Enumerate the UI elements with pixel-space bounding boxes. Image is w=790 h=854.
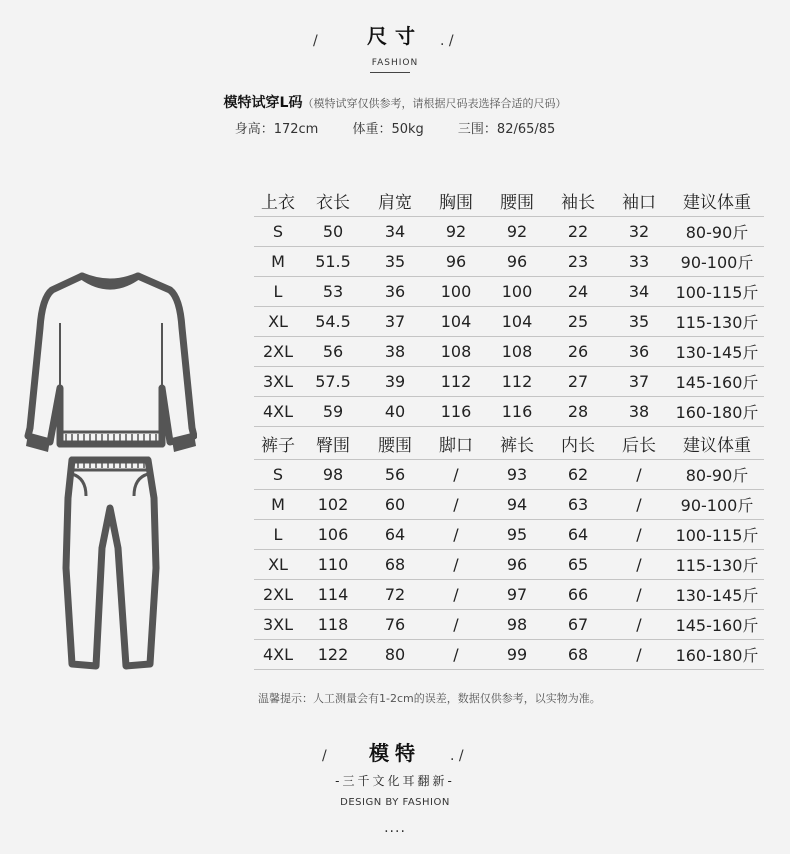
table-cell: XL: [254, 550, 302, 580]
header-slash-left: /: [313, 33, 318, 49]
table-header-cell: 上衣: [254, 184, 302, 217]
table-header-cell: 肩宽: [364, 184, 426, 217]
table-cell: /: [608, 490, 670, 520]
table-cell: 115-130斤: [670, 550, 764, 580]
table-cell: 96: [486, 247, 548, 277]
table-cell: 130-145斤: [670, 580, 764, 610]
table-cell: /: [608, 580, 670, 610]
table-cell: /: [608, 610, 670, 640]
table-cell: 25: [548, 307, 608, 337]
table-cell: L: [254, 277, 302, 307]
model-measurements: 三围：82/65/85: [457, 122, 556, 137]
table-cell: /: [608, 640, 670, 670]
header-subtitle: FASHION: [371, 58, 419, 68]
table-cell: 145-160斤: [670, 367, 764, 397]
table-cell: 65: [548, 550, 608, 580]
table-cell: S: [254, 460, 302, 490]
table-cell: 76: [364, 610, 426, 640]
table-cell: 100: [426, 277, 486, 307]
table-cell: M: [254, 490, 302, 520]
table-cell: 35: [608, 307, 670, 337]
size-table: [254, 184, 764, 670]
table-cell: 51.5: [302, 247, 364, 277]
table-cell: 3XL: [254, 610, 302, 640]
header-slash-right: . /: [440, 33, 454, 49]
table-cell: /: [608, 550, 670, 580]
table-row: [254, 307, 764, 337]
table-cell: /: [426, 490, 486, 520]
table-cell: 66: [548, 580, 608, 610]
footer-english: DESIGN BY FASHION: [340, 797, 450, 808]
table-cell: 54.5: [302, 307, 364, 337]
table-cell: 2XL: [254, 337, 302, 367]
model-size-label: 模特试穿L码: [223, 95, 303, 111]
table-header-cell: 腰围: [486, 184, 548, 217]
table-cell: 34: [608, 277, 670, 307]
table-cell: /: [426, 550, 486, 580]
table-header-cell: 臀围: [302, 427, 364, 460]
table-cell: 68: [548, 640, 608, 670]
table-cell: 112: [486, 367, 548, 397]
header-underline: [370, 72, 410, 73]
table-cell: 63: [548, 490, 608, 520]
table-cell: 4XL: [254, 397, 302, 427]
table-cell: 98: [486, 610, 548, 640]
table-cell: 57.5: [302, 367, 364, 397]
footer-dots: ....: [384, 820, 406, 836]
table-cell: 160-180斤: [670, 640, 764, 670]
table-cell: XL: [254, 307, 302, 337]
table-cell: 100: [486, 277, 548, 307]
table-cell: 34: [364, 217, 426, 247]
table-cell: S: [254, 217, 302, 247]
model-weight: 体重：50kg: [352, 122, 424, 137]
table-row: [254, 460, 764, 490]
table-cell: 145-160斤: [670, 610, 764, 640]
table-cell: 80-90斤: [670, 217, 764, 247]
footer-title: 模特: [369, 741, 421, 765]
table-cell: 90-100斤: [670, 490, 764, 520]
table-cell: 36: [364, 277, 426, 307]
table-cell: 99: [486, 640, 548, 670]
table-cell: 38: [608, 397, 670, 427]
table-cell: 160-180斤: [670, 397, 764, 427]
table-header-cell: 后长: [608, 427, 670, 460]
table-cell: 97: [486, 580, 548, 610]
model-stats: [0, 118, 790, 137]
table-cell: 92: [486, 217, 548, 247]
footer-slash-right: . /: [450, 748, 464, 764]
table-header-cell: 内长: [548, 427, 608, 460]
table-cell: 37: [608, 367, 670, 397]
table-cell: 39: [364, 367, 426, 397]
table-row: [254, 367, 764, 397]
table-cell: 98: [302, 460, 364, 490]
table-cell: 106: [302, 520, 364, 550]
table-cell: 100-115斤: [670, 520, 764, 550]
table-cell: 112: [426, 367, 486, 397]
footer-slash-left: /: [322, 748, 327, 764]
table-cell: 95: [486, 520, 548, 550]
table-cell: 23: [548, 247, 608, 277]
page-title: 尺寸: [367, 24, 423, 48]
table-cell: 92: [426, 217, 486, 247]
table-cell: 22: [548, 217, 608, 247]
table-cell: 96: [426, 247, 486, 277]
table-cell: 80: [364, 640, 426, 670]
table-cell: 35: [364, 247, 426, 277]
table-header-cell: 腰围: [364, 427, 426, 460]
table-header-cell: 建议体重: [670, 184, 764, 217]
table-row: [254, 490, 764, 520]
table-cell: 104: [486, 307, 548, 337]
table-cell: 27: [548, 367, 608, 397]
table-cell: 53: [302, 277, 364, 307]
table-row: [254, 277, 764, 307]
table-header-cell: 衣长: [302, 184, 364, 217]
table-cell: 122: [302, 640, 364, 670]
table-cell: /: [608, 460, 670, 490]
table-cell: 108: [486, 337, 548, 367]
table-header-cell: 胸围: [426, 184, 486, 217]
table-cell: L: [254, 520, 302, 550]
table-row: [254, 580, 764, 610]
table-cell: 100-115斤: [670, 277, 764, 307]
table-row: [254, 610, 764, 640]
table-row: [254, 397, 764, 427]
table-cell: /: [426, 580, 486, 610]
table-cell: 40: [364, 397, 426, 427]
table-cell: 115-130斤: [670, 307, 764, 337]
table-cell: 90-100斤: [670, 247, 764, 277]
table-cell: 116: [426, 397, 486, 427]
model-info: [0, 92, 790, 112]
table-cell: 56: [364, 460, 426, 490]
table-cell: 37: [364, 307, 426, 337]
table-cell: 102: [302, 490, 364, 520]
table-cell: 110: [302, 550, 364, 580]
table-header-cell: 建议体重: [670, 427, 764, 460]
table-cell: 72: [364, 580, 426, 610]
footer-subtitle: -三千文化耳翻新-: [335, 774, 455, 788]
table-cell: 80-90斤: [670, 460, 764, 490]
table-cell: 116: [486, 397, 548, 427]
table-header-cell: 裤子: [254, 427, 302, 460]
sweatsuit-outline-icon: [22, 268, 197, 673]
table-cell: 2XL: [254, 580, 302, 610]
table-cell: 60: [364, 490, 426, 520]
table-cell: 130-145斤: [670, 337, 764, 367]
model-height: 身高：172cm: [234, 122, 319, 137]
table-cell: 62: [548, 460, 608, 490]
table-cell: 64: [548, 520, 608, 550]
table-cell: 26: [548, 337, 608, 367]
table-cell: 36: [608, 337, 670, 367]
table-cell: 94: [486, 490, 548, 520]
table-cell: 38: [364, 337, 426, 367]
table-cell: 59: [302, 397, 364, 427]
table-cell: 96: [486, 550, 548, 580]
table-cell: 104: [426, 307, 486, 337]
table-row: [254, 217, 764, 247]
table-cell: 68: [364, 550, 426, 580]
table-header-cell: 袖口: [608, 184, 670, 217]
table-cell: /: [608, 520, 670, 550]
table-cell: 67: [548, 610, 608, 640]
table-row: [254, 640, 764, 670]
table-cell: 24: [548, 277, 608, 307]
table-cell: 56: [302, 337, 364, 367]
model-size-note: （模特试穿仅供参考，请根据尺码表选择合适的尺码）: [302, 97, 567, 110]
tops-header-row: [254, 184, 764, 217]
table-row: [254, 550, 764, 580]
table-cell: 33: [608, 247, 670, 277]
table-cell: 32: [608, 217, 670, 247]
table-cell: 3XL: [254, 367, 302, 397]
table-cell: 4XL: [254, 640, 302, 670]
table-cell: /: [426, 460, 486, 490]
table-row: [254, 337, 764, 367]
table-row: [254, 247, 764, 277]
table-cell: 50: [302, 217, 364, 247]
table-header-cell: 裤长: [486, 427, 548, 460]
table-header-cell: 袖长: [548, 184, 608, 217]
pants-header-row: [254, 427, 764, 460]
table-cell: M: [254, 247, 302, 277]
table-cell: 118: [302, 610, 364, 640]
table-cell: 93: [486, 460, 548, 490]
table-cell: /: [426, 640, 486, 670]
table-cell: 108: [426, 337, 486, 367]
table-cell: 114: [302, 580, 364, 610]
table-cell: 28: [548, 397, 608, 427]
table-cell: /: [426, 520, 486, 550]
table-cell: 64: [364, 520, 426, 550]
table-header-cell: 脚口: [426, 427, 486, 460]
table-row: [254, 520, 764, 550]
table-cell: /: [426, 610, 486, 640]
measurement-tip: 温馨提示：人工测量会有1-2cm的误差，数据仅供参考，以实物为准。: [258, 692, 601, 705]
